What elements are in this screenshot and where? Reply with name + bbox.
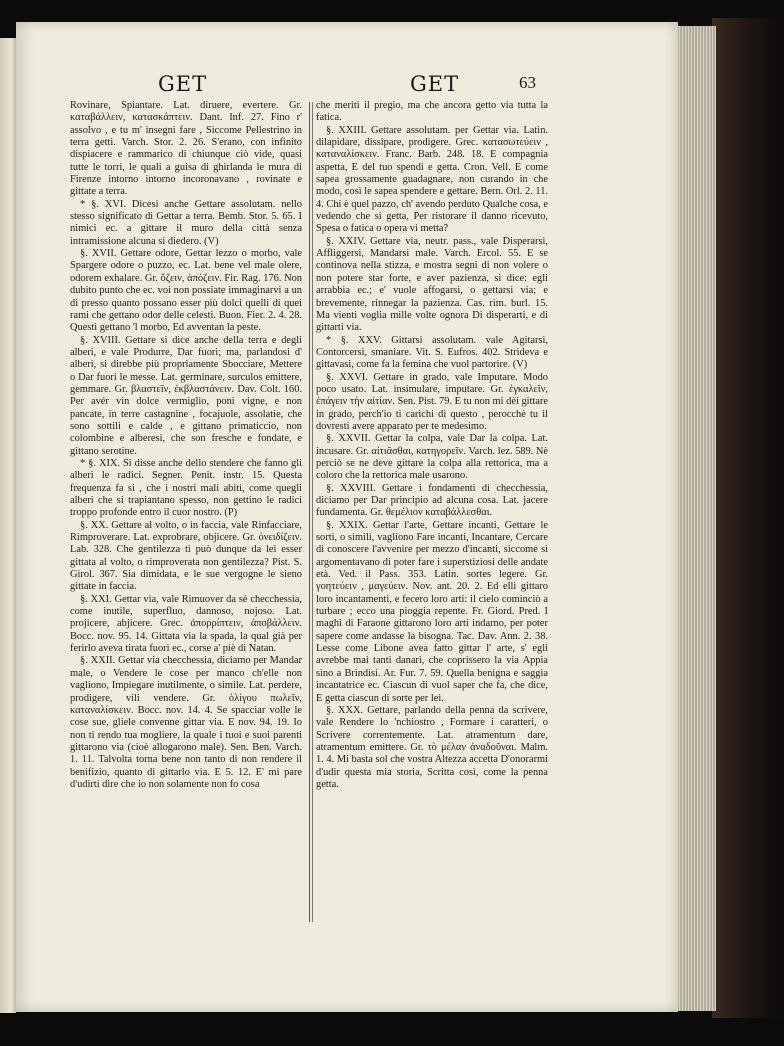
paragraph: * §. XVI. Dicesi anche Gettare assolutam. nello stesso significato di Gettar a terra. Bemb. Stor. 5. 65. I nimici ec. a gittare il muro della città senza intramissione alcuna si diedero. (V) — [70, 198, 302, 247]
paragraph: §. XXVI. Gettare in grado, vale Imputare. Modo poco usato. Lat. insimulare, imputare. Gr. ἐγκαλεῖν, ἐπάγειν τὴν αἰτίαν. Sen. Pist. 79. E tu non mi dèi gittare in grado, perch'io ti carichi di questo , perocchè tu il dovresti avere apparato per te medesimo. — [316, 371, 548, 432]
paragraph: * §. XIX. Si disse anche dello stendere che fanno gli alberi le radici. Segner. Penit. instr. 15. Questa frequenza fa si , che i nostri mali abiti, come quegli alberi che si trapiantano spesso, non gettino le radici troppo profonde entro il cuor nostro. (P) — [70, 457, 302, 519]
column-rule — [309, 102, 310, 922]
column-rule-inner — [312, 102, 313, 922]
right-column — [316, 100, 548, 791]
page-block-edge — [676, 26, 716, 1011]
paragraph: §. XXIII. Gettare assolutam. per Gettar via. Latin. dilapidare, dissipare, prodigere. Grec. κατασωτεύειν , καταναλίσκειν. Franc. Barb. 248. 18. E compagnia aspetta, E del tuo spendi e getta. Cron. Vell. E come sapea grossamente guadagnare, non curando in che modo, così le sapea spendere e gettare. Bern. Orl. 2. 11. 4. Chi è quel pazzo, ch' avendo perduto Qualche cosa, e vedendo che si getta, Per ristorare il danno ricevuto, Spesa o fatica o opera vi metta? — [316, 124, 548, 235]
paragraph: §. XXVIII. Gettare i fondamenti di checchessia, diciamo per Dar principio ad alcuna cosa. Lat. jacere fundamenta. Gr. θεμέλιον καταβάλλεσθαι. — [316, 482, 548, 519]
paragraph: §. XXVII. Gettar la colpa, vale Dar la colpa. Lat. incusare. Gr. αἰτιᾶσθαι, κατηγορεῖν. Varch. lez. 589. Nè perciò se ne deve gittare la colpa alla rettorica, ma a coloro che la rettorica male usarono. — [316, 433, 548, 482]
paragraph: §. XXI. Gettar via, vale Rimuover da sè checchessia, come inutile, superfluo, dannoso, nojoso. Lat. projicere, abjicere. Grec. ἀπορρίπτειν, ἀποβάλλειν. Bocc. nov. 95. 14. Gittata via la spada, la qual già per ferirlo aveva tirata fuori ec., corse a' piè di Natan. — [70, 593, 302, 655]
paragraph: §. XVII. Gettare odore, Gettar lezzo o morbo, vale Spargere odore o puzzo, ec. Lat. bene vel male olere, odorem exhalare. Gr. ὄζειν, ἀπόζειν. Fir. Rag. 176. Non dubito punto che ec. voi non possiate immaginarvi a un di presso quanto possano esser più dolci quelli di quei rami che gettano odor delle celesti. Buon. Fier. 2. 4. 28. Questi gettano 'l morbo, Ed avventan la peste. — [70, 248, 302, 334]
paragraph: Rovinare, Spiantare. Lat. diruere, evertere. Gr. καταβάλλειν, κατασκάπτειν. Dant. Inf. 27. Fino r' assolvo , e tu m' insegni fare , Siccome Pellestrino in terra getti. Varch. Stor. 2. 26. S'erano, con infinito dispiacere e rammarico di chiunque ciò vide, quasi tutte le torri, le quali a guisa di ghirlanda le mura di Firenze intorno intorno incoronavano , rovinate e gittate a terra. — [70, 100, 302, 198]
paragraph: §. XXIX. Gettar l'arte, Gettare incanti, Gettare le sorti, o simili, vagliono Fare incanti, Incantare, Cercare di conoscere l'avvenire per mezzo d'incanti, siccome si argomentavano di poter fare i superstiziosi delle andate età. Ved. il Pass. 353. Latin. sortes legere. Gr. γοητεύειν , μαγεύειν. Nov. ant. 20. 2. Ed elli gittaro loro incantamenti, e fecero loro arti: il cielo cominciò a turbare ; ecco una pioggia repente. Fr. Giord. Pred. I maghi di Faraone gittarono loro arti indarno, per poter sapere come andasse la bisogna. Tac. Dav. Ann. 2. 38. Lesse come Libone avea fatto gittar l' arte, s' egli avrebbe mai tanti danari, che coprissero la via Appia sino a Brindisi. Ar. Fur. 7. 59. Quella benigna e saggia incantatrice ec. Ciascun di vuol saper che fa, che dice, E getta ciascun di sorte per lei. — [316, 519, 548, 704]
running-head-right: GET — [410, 72, 460, 96]
paragraph: §. XXX. Gettare, parlando della penna da scrivere, vale Rendere lo 'nchiostro , Formare i caratteri, o Scrivere correntemente. Lat. atramentum dare, atramentum emittere. Gr. τὸ μέλαν ἀναδοῦναι. Malm. 1. 4. Mi basta sol che vostra Altezza accetta D'onorarmi d'udir questa mia storia, Scritta così, come la penna getta. — [316, 704, 548, 790]
paragraph: che meriti il pregio, ma che ancora getto via tutta la fatica. — [316, 100, 548, 124]
book-cover-edge — [712, 18, 784, 1018]
left-column — [70, 100, 302, 791]
paragraph: §. XXII. Gettar via checchessia, diciamo per Mandar male, o Vendere le cose per manco ch'elle non vagliono, Impiegare inutilmente, o simile. Lat. perdere, prodigere, vili vendere. Gr. ὀλίγου πωλεῖν, καταναλίσκειν. Bocc. nov. 14. 4. Se spacciar volle le cose sue, gliele convenne gittar via. E nov. 94. 19. Io non ti rendo tua mogliere, la quale i tuoi e suoi parenti gittarono via (cioè allogarono male). Sen. Ben. Varch. 1. 11. Talvolta torna bene non tanto di non rendere il benifizio, quanto di gittarlo via. E 5. 12. E' mi pare d'udirti dire che io non solamente non fo cosa — [70, 655, 302, 790]
running-head-left: GET — [158, 72, 208, 96]
paragraph: * §. XXV. Gittarsi assolutam. vale Agitarsi, Contorcersi, smaniare. Vit. S. Eufros. 402. Strideva e gittavasi, come fa la femina che vuol partorire. (V) — [316, 334, 548, 371]
left-page-sliver — [0, 38, 16, 1013]
page-number: 63 — [519, 73, 536, 92]
paragraph: §. XVIII. Gettare si dice anche della terra e degli alberi, e vale Produrre, Dar fuori; ma, parlandosi d' alberi, si direbbe più propriamente Sbocciare, Mettere o Dar fuori le messe. Lat. germinare, surculos emittere, gemmare. Gr. βλαστεῖν, ἐκβλαστάνειν. Dav. Colt. 160. Per avér vin dolce vermiglio, poni vigne, e non pancate, in terre castagnine , focajuole, assolatie, che sono sottili e calde , e gittano primaticcio, non colombine e alberesi, che son fresche e fondate, e gittano serotine. — [70, 334, 302, 457]
paragraph: §. XX. Gettare al volto, o in faccia, vale Rinfacciare, Rimproverare. Lat. exprobrare, objicere. Gr. ὀνειδίζειν. Lab. 328. Che gentilezza ti può dunque da lei esser gittata al volto, o rimproverata non gentilezza? Pist. S. Girol. 367. Sia dimidata, e le sue vergogne le sieno gittate in faccia. — [70, 519, 302, 593]
paragraph: §. XXIV. Gettare via, neutr. pass., vale Disperarsi, Affliggersi, Mandarsi male. Varch. Ercol. 55. E se continova nella stizza, e mostra segni di non volere o non potere star forte, e aver pazienza, si dice: egli arrabbia ec.; e' vuole affogarsi, o gettarsi via; e brevemente, rinnegar la pazienza. Cas. rim. burl. 15. Ma vienti voglia mille volte ognora Di disperarti, e di gittarti via. — [316, 235, 548, 334]
